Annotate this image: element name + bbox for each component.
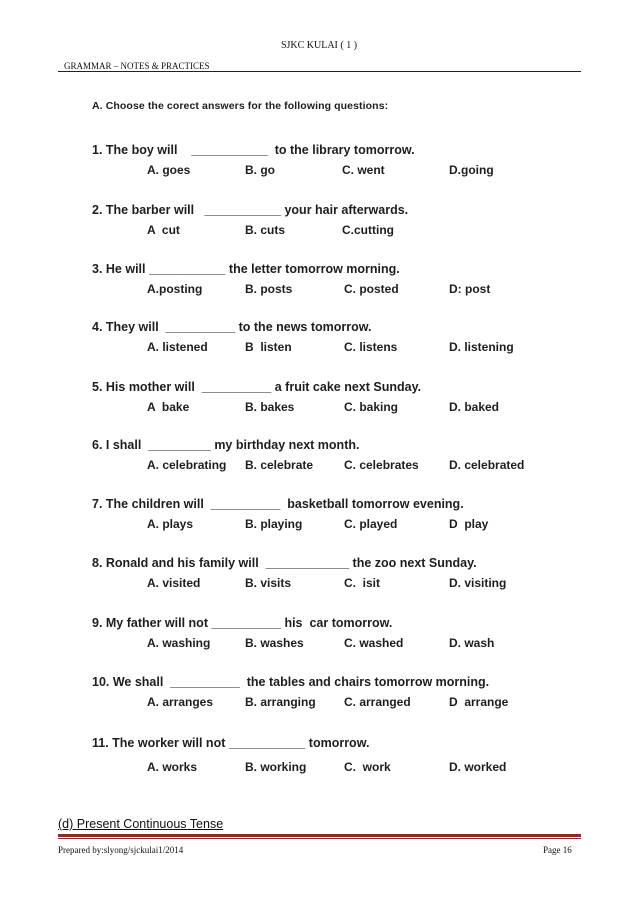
footer-divider-thick xyxy=(58,834,581,837)
option-a: A bake xyxy=(147,400,190,414)
option-a: A. works xyxy=(147,760,198,774)
question-7 xyxy=(92,497,532,537)
question-6 xyxy=(92,438,532,478)
option-c: C. washed xyxy=(344,636,404,650)
option-d: D arrange xyxy=(449,695,509,709)
option-a: A. goes xyxy=(147,163,191,177)
option-c: C. baking xyxy=(344,400,399,414)
option-c: C. went xyxy=(342,163,385,177)
option-d: D. baked xyxy=(449,400,500,414)
option-a: A. arranges xyxy=(147,695,214,709)
option-b: B. playing xyxy=(245,517,303,531)
question-text: 2. The barber will ___________ your hair afterwards. xyxy=(92,203,409,217)
option-d: D. worked xyxy=(449,760,507,774)
option-a: A. listened xyxy=(147,340,208,354)
option-a: A. celebrating xyxy=(147,458,227,472)
option-d: D.going xyxy=(449,163,494,177)
question-8 xyxy=(92,556,532,596)
question-4 xyxy=(92,320,532,360)
option-d: D. wash xyxy=(449,636,495,650)
option-b: B. working xyxy=(245,760,307,774)
option-b: B. celebrate xyxy=(245,458,314,472)
option-c: C. celebrates xyxy=(344,458,419,472)
question-text: 11. The worker will not ___________ tomorrow. xyxy=(92,736,370,750)
question-3 xyxy=(92,262,532,302)
header-divider xyxy=(58,71,581,72)
option-b: B. washes xyxy=(245,636,304,650)
option-a: A.posting xyxy=(147,282,203,296)
question-text: 6. I shall _________ my birthday next month. xyxy=(92,438,360,452)
option-c: C. played xyxy=(344,517,398,531)
page-number: Page 16 xyxy=(543,845,572,855)
option-c: C.cutting xyxy=(342,223,394,237)
question-11 xyxy=(92,736,532,782)
exercise-instruction: A. Choose the corect answers for the following questions: xyxy=(92,100,389,112)
option-a: A cut xyxy=(147,223,180,237)
option-c: C. posted xyxy=(344,282,399,296)
question-1 xyxy=(92,143,532,183)
school-header: SJKC KULAI ( 1 ) xyxy=(280,40,358,51)
option-b: B. arranging xyxy=(245,695,316,709)
option-d: D. listening xyxy=(449,340,514,354)
question-text: 8. Ronald and his family will ____________ the zoo next Sunday. xyxy=(92,556,477,570)
question-9 xyxy=(92,616,532,656)
option-a: A. visited xyxy=(147,576,201,590)
question-text: 7. The children will __________ basketball tomorrow evening. xyxy=(92,497,464,511)
question-text: 4. They will __________ to the news tomorrow. xyxy=(92,320,372,334)
option-b: B. cuts xyxy=(245,223,286,237)
option-c: C. isit xyxy=(344,576,381,590)
section-title: (d) Present Continuous Tense xyxy=(58,817,224,831)
question-10 xyxy=(92,675,532,715)
option-d: D: post xyxy=(449,282,491,296)
question-text: 10. We shall __________ the tables and chairs tomorrow morning. xyxy=(92,675,490,689)
question-text: 5. His mother will __________ a fruit cake next Sunday. xyxy=(92,380,422,394)
option-c: C. arranged xyxy=(344,695,411,709)
footer-divider-thin xyxy=(58,838,581,839)
option-c: C. listens xyxy=(344,340,398,354)
option-b: B listen xyxy=(245,340,292,354)
option-a: A. washing xyxy=(147,636,211,650)
option-d: D. celebrated xyxy=(449,458,525,472)
question-2 xyxy=(92,203,532,243)
document-subtitle: GRAMMAR – NOTES & PRACTICES xyxy=(64,61,210,71)
option-b: B. visits xyxy=(245,576,292,590)
option-d: D play xyxy=(449,517,489,531)
question-text: 3. He will ___________ the letter tomorrow morning. xyxy=(92,262,400,276)
option-d: D. visiting xyxy=(449,576,507,590)
option-b: B. bakes xyxy=(245,400,295,414)
question-5 xyxy=(92,380,532,420)
question-text: 1. The boy will ___________ to the library tomorrow. xyxy=(92,143,415,157)
option-b: B. go xyxy=(245,163,275,177)
option-c: C. work xyxy=(344,760,391,774)
option-a: A. plays xyxy=(147,517,194,531)
question-text: 9. My father will not __________ his car tomorrow. xyxy=(92,616,393,630)
footer-author: Prepared by:slyong/sjckulai1/2014 xyxy=(58,845,184,855)
option-b: B. posts xyxy=(245,282,293,296)
